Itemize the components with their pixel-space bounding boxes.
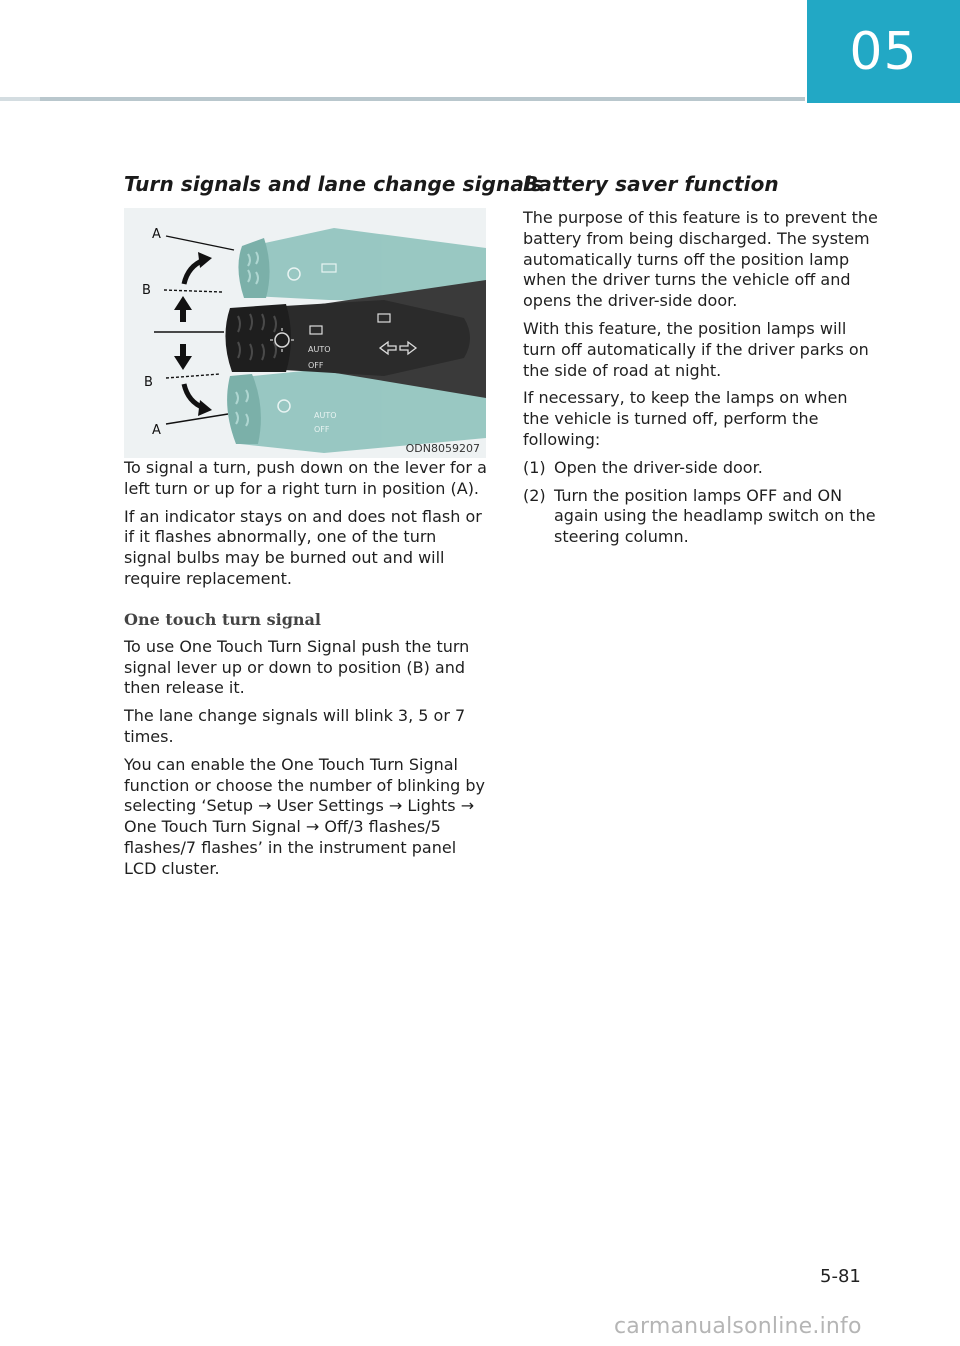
label-b-bottom: B [144,375,153,390]
paragraph: If necessary, to keep the lamps on when the vehicle is turned off, perform the following: [523,388,848,449]
paragraph: To use One Touch Turn Signal push the turn signal lever up or down to position (B) and then release it. [124,636,470,698]
label-a-top: A [152,227,161,242]
ghost-auto-mark: AUTO [314,411,337,420]
lever-auto-mark: AUTO [308,345,331,354]
page-number: 5-81 [820,1266,861,1287]
chapter-number: 05 [849,21,918,82]
step-number: (2) [523,485,546,505]
lever-illustration [124,208,486,458]
header-rule-accent [0,97,40,101]
right-column [523,172,878,555]
paragraph: To signal a turn, push down on the lever for a left turn or up for a right turn in position (A). [124,458,487,498]
step-number: (1) [523,457,546,477]
left-column [124,172,543,887]
paragraph: If an indicator stays on and does not flash or if it flashes abnormally, one of the turn signal bulbs may be burned out and will require replacement. [124,506,482,588]
lever-off-mark: OFF [308,361,324,370]
section-title-turn-signals: Turn signals and lane change signals [124,172,543,196]
step-text: Turn the position lamps OFF and ON again using the headlamp switch on the steering column. [554,485,876,547]
chapter-tab [807,0,960,103]
step-item [523,458,878,479]
step-item [523,486,878,548]
section-title-battery-saver: Battery saver function [523,172,779,196]
watermark: carmanualsonline.info [614,1314,862,1339]
paragraph: The lane change signals will blink 3, 5 or 7 times. [124,706,466,746]
paragraph: With this feature, the position lamps will turn off automatically if the driver parks on the side of road at night. [523,318,869,380]
figure-code: ODN8059207 [405,442,480,455]
turn-signal-figure [124,208,486,458]
subsection-title-one-touch: One touch turn signal [124,609,321,629]
direction-arrows [174,252,212,416]
paragraph: The purpose of this feature is to prevent the battery from being discharged. The system automatically turns off the position lamp when the driver turns the vehicle off and opens the driver-side door. [523,208,878,311]
ghost-off-mark: OFF [314,425,330,434]
paragraph: You can enable the One Touch Turn Signal function or choose the number of blinking by selecting ‘Setup → User Settings → Lights → One Touch Turn Signal → Off/3 flashes/5 flashes/7 flashes’ in the instrument panel LCD cluster. [124,754,485,878]
header-rule [0,97,805,101]
label-b-top: B [142,283,151,298]
step-text: Open the driver-side door. [554,457,763,477]
label-a-bottom: A [152,423,161,438]
